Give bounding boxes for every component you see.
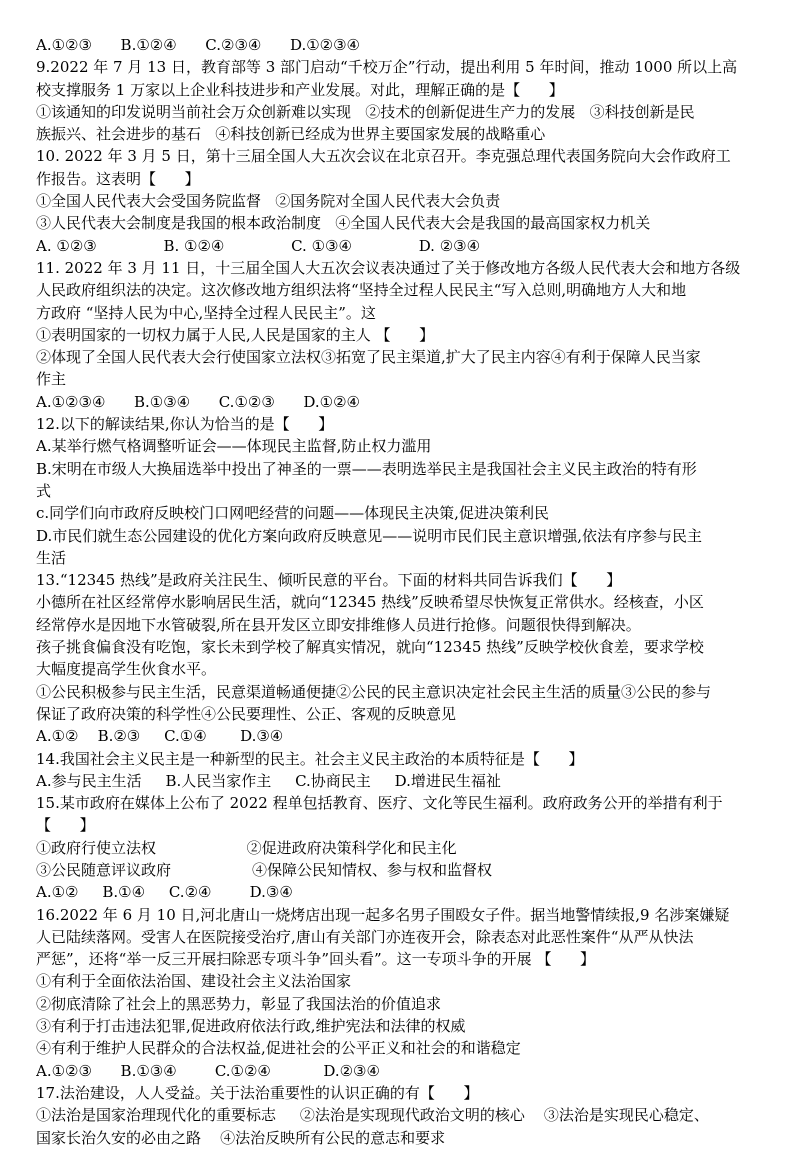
text-line: 小德所在社区经常停水影响居民生活，就向“12345 热线”反映希望尽快恢复正常供水。经核查，小区 (36, 593, 704, 612)
text-line: 人已陆续落网。受害人在医院接受治疗,唐山有关部门亦连夜开会，除表态对此恶性案件“从严从快法 (36, 927, 694, 946)
text-line: ①政府行使立法权 ②促进政府决策科学化和民主化 (36, 838, 457, 857)
text-line: ①法治是国家治理现代化的重要标志 ②法治是实现现代政治文明的核心 ③法治是实现民心稳定、 (36, 1106, 709, 1125)
question-13 (36, 569, 758, 747)
text-line: 12.以下的解读结果,你认为恰当的是【 】 (36, 415, 334, 434)
text-line: ③有利于打击违法犯罪,促进政府依法行政,维护宪法和法律的权威 (36, 1017, 466, 1036)
text-line: ③人民代表大会制度是我国的根本政治制度 ④全国人民代表大会是我国的最高国家权力机关 (36, 214, 651, 233)
text-line: 作报告。这表明【 】 (36, 169, 200, 188)
text-line: 国家长治久安的必由之路 ④法治反映所有公民的意志和要求 (36, 1128, 446, 1147)
question-16 (36, 904, 758, 1082)
text-line: ①有利于全面依法治国、建设社会主义法治国家 (36, 972, 352, 991)
text-line: A.某举行燃气格调整听证会——体现民主监督,防止权力滥用 (36, 437, 432, 456)
question-11 (36, 257, 758, 413)
text-line: ①表明国家的一切权力属于人民,人民是国家的主人 【 】 (36, 325, 435, 344)
text-line: A.①②③ B.①②④ C.②③④ D.①②③④ (36, 36, 361, 54)
text-line: 严惩”，还将“举一反三开展扫除恶专项斗争”回头看”。这一专项斗争的开展 【 】 (36, 950, 596, 969)
text-line: 经常停水是因地下水管破裂,所在县开发区立即安排维修人员进行抢修。问题很快得到解决。 (36, 615, 641, 634)
text-line: A.参与民主生活 B.人民当家作主 C.协商民主 D.增进民生福祉 (36, 771, 501, 790)
text-line: ①该通知的印发说明当前社会万众创新难以实现 ②技术的创新促进生产力的发展 ③科技创新是民 (36, 102, 695, 121)
text-line: 【 】 (36, 816, 95, 835)
text-line: 11. 2022 年 3 月 11 日，十三届全国人大五次会议表决通过了关于修改地方各级人民代表大会和地方各级 (36, 258, 741, 277)
text-line: 生活 (36, 548, 67, 567)
text-line: 10. 2022 年 3 月 5 日，第十三届全国人大五次会议在北京召开。李克强总理代表国务院向大会作政府工 (36, 147, 731, 166)
text-line: 式 (36, 481, 52, 500)
question-9 (36, 56, 758, 145)
text-line: A.①②③ B.①③④ C.①②④ D.②③④ (36, 1061, 380, 1080)
text-line: 族振兴、社会进步的基石 ④科技创新已经成为世界主要国家发展的战略重心 (36, 125, 546, 144)
question-17 (36, 1082, 758, 1149)
text-line: 17.法治建设，人人受益。关于法治重要性的认识正确的有【 】 (36, 1083, 479, 1102)
text-line: ①全国人民代表大会受国务院监督 ②国务院对全国人民代表大会负责 (36, 192, 501, 211)
text-line: A.①② B.①④ C.②④ D.③④ (36, 883, 293, 902)
question-15 (36, 792, 758, 903)
text-line: 校支撑服务 1 万家以上企业科技进步和产业发展。对此，理解正确的是【 】 (36, 80, 564, 99)
question-12 (36, 413, 758, 569)
text-line: 保证了政府决策的科学性④公民要理性、公正、客观的反映意见 (36, 704, 457, 723)
question-10 (36, 145, 758, 256)
text-line: 孩子挑食偏食没有吃饱，家长未到学校了解真实情况，就向“12345 热线”反映学校伙食差，要求学校 (36, 638, 704, 657)
text-line: 人民政府组织法的决定。这次修改地方组织法将“坚持全过程人民民主“写入总则,明确地方人大和地 (36, 281, 687, 300)
text-line: A. ①②③ B. ①②④ C. ①③④ D. ②③④ (36, 236, 481, 255)
text-line: ③公民随意评议政府 ④保障公民知情权、参与权和监督权 (36, 860, 493, 879)
text-line: 方政府 “坚持人民为中心,坚持全过程人民民主”。这 (36, 303, 376, 322)
question-14 (36, 748, 758, 793)
text-line: D.市民们就生态公园建设的优化方案向政府反映意见——说明市民们民主意识增强,依法有序参与民主 (36, 526, 703, 545)
text-line: ①公民积极参与民主生活，民意渠道畅通便捷②公民的民主意识决定社会民主生活的质量③公民的参与 (36, 682, 712, 701)
q8-options (36, 34, 758, 56)
text-line: 15.某市政府在媒体上公布了 2022 程单包括教育、医疗、文化等民生福利。政府政务公开的举措有利于 (36, 794, 723, 813)
text-line: 13.“12345 热线”是政府关注民生、倾听民意的平台。下面的材料共同告诉我们【 】 (36, 571, 622, 590)
text-line: 16.2022 年 6 月 10 日,河北唐山一烧烤店出现一起多名男子围殴女子件。据当地警情续报,9 名涉案嫌疑 (36, 905, 730, 924)
text-line: ②体现了全国人民代表大会行使国家立法权③拓宽了民主渠道,扩大了民主内容④有利于保障人民当家 (36, 348, 701, 367)
text-line: ②彻底清除了社会上的黑恶势力，彰显了我国法治的价值追求 (36, 994, 442, 1013)
text-line: A.①②③④ B.①③④ C.①②③ D.①②④ (36, 392, 361, 411)
text-line: 14.我国社会主义民主是一种新型的民主。社会主义民主政治的本质特征是【 】 (36, 749, 584, 768)
text-line: 作主 (36, 370, 67, 389)
text-line: c.同学们向市政府反映校门口网吧经营的问题——体现民主决策,促进决策利民 (36, 504, 549, 523)
text-line: A.①② B.②③ C.①④ D.③④ (36, 727, 284, 746)
text-line: 大幅度提高学生伙食水平。 (36, 660, 217, 679)
text-line: 9.2022 年 7 月 13 日，教育部等 3 部门启动“千校万企”行动，提出利用 5 年时间，推动 1000 所以上高 (36, 58, 738, 77)
text-line: ④有利于维护人民群众的合法权益,促进社会的公平正义和社会的和谐稳定 (36, 1039, 521, 1058)
text-line: B.宋明在市级人大换届选举中投出了神圣的一票——表明选举民主是我国社会主义民主政治的特有形 (36, 459, 697, 478)
